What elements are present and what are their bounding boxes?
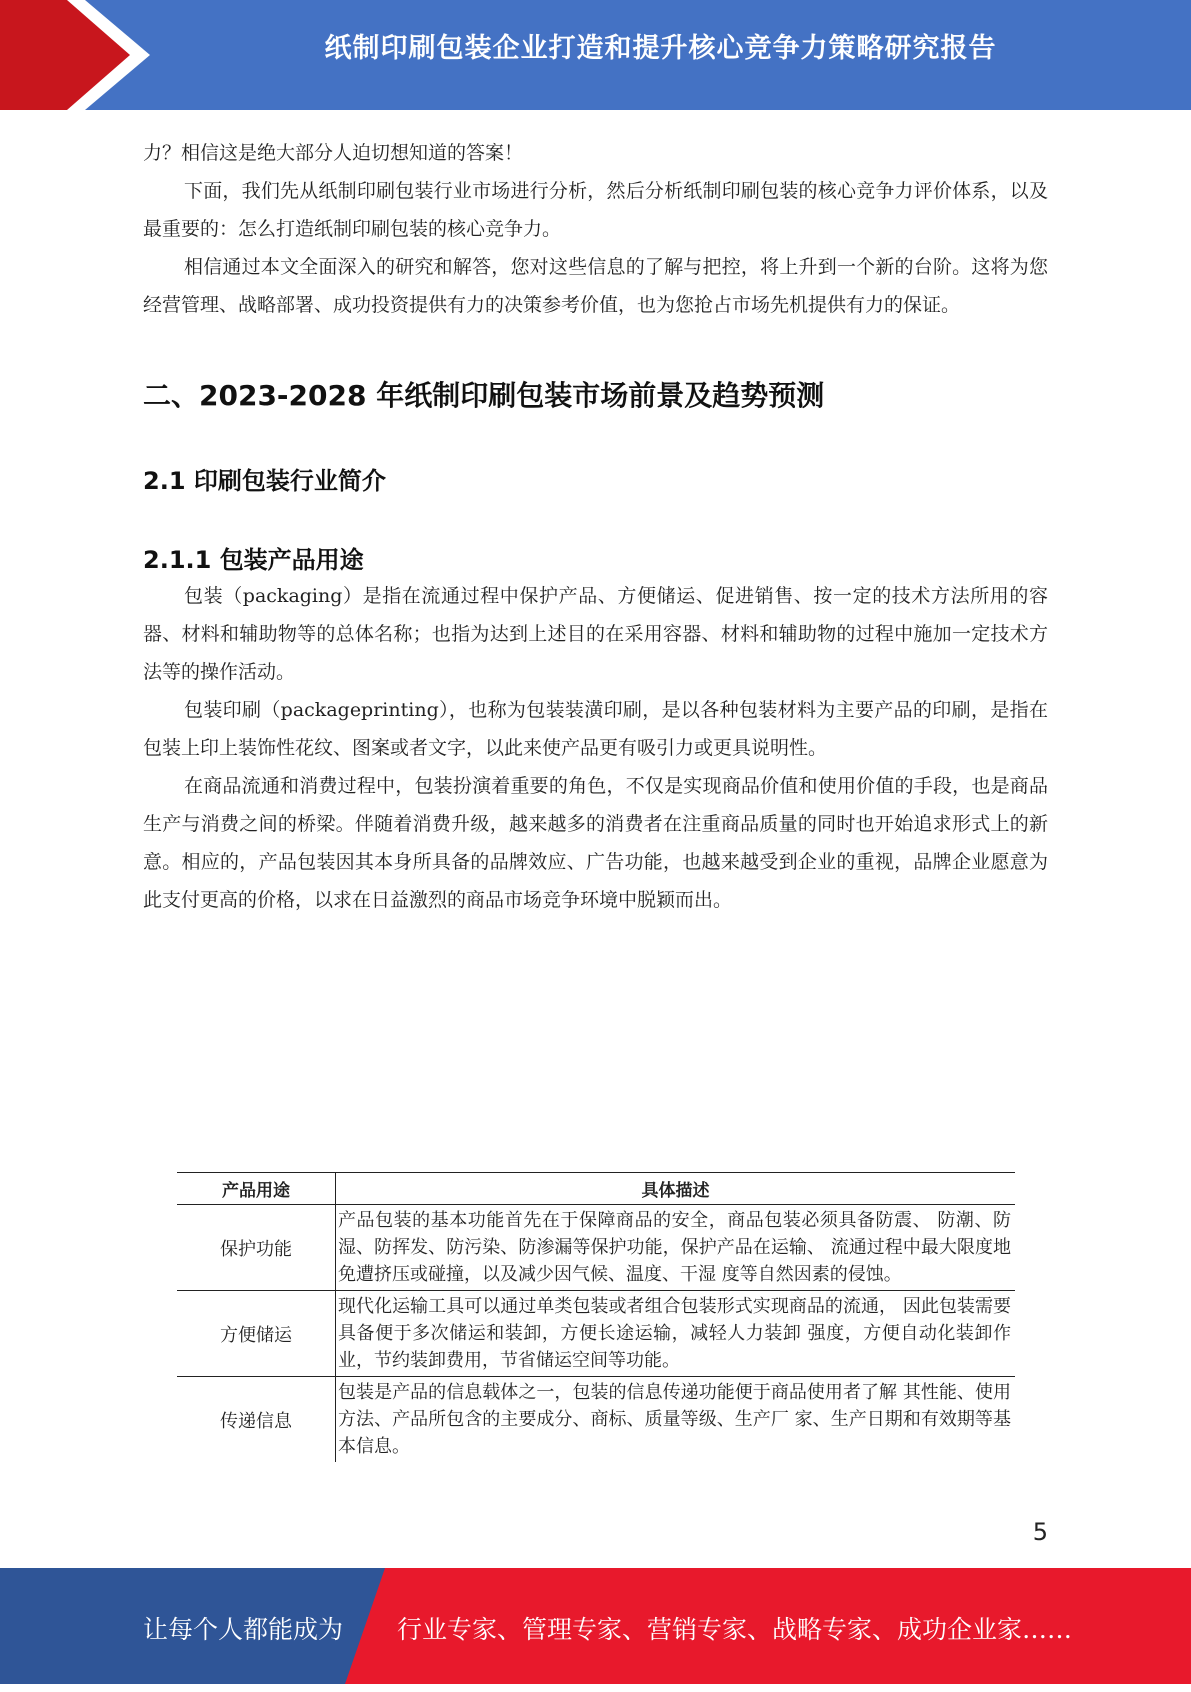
table-cell-description: 现代化运输工具可以通过单类包装或者组合包装形式实现商品的流通， 因此包装需要具备便于多次储运和装卸，方便长途运输，减轻人力装卸 强度，方便自动化装卸作业，节约装卸费用，节省储运空间等功能。 bbox=[336, 1291, 1016, 1377]
page-footer bbox=[0, 1568, 1191, 1684]
footer-slogan-right: 行业专家、管理专家、营销专家、战略专家、成功企业家…… bbox=[397, 1615, 1073, 1644]
table-cell-use: 保护功能 bbox=[177, 1205, 336, 1291]
intro-paragraph-1: 力？相信这是绝大部分人迫切想知道的答案！ bbox=[143, 142, 524, 164]
table-header-description: 具体描述 bbox=[336, 1173, 1016, 1205]
table-row bbox=[177, 1377, 1015, 1463]
table-row bbox=[177, 1291, 1015, 1377]
page-number: 5 bbox=[1032, 1518, 1048, 1546]
subsubsection-heading: 2.1.1 包装产品用途 bbox=[143, 546, 364, 574]
header-chevron-decoration bbox=[0, 0, 160, 110]
table-header-row bbox=[177, 1173, 1015, 1205]
table-row bbox=[177, 1205, 1015, 1291]
page-content bbox=[143, 134, 1048, 919]
table-cell-description: 产品包装的基本功能首先在于保障商品的安全，商品包装必须具备防震、 防潮、防湿、防挥发、防污染、防渗漏等保护功能，保护产品在运输、 流通过程中最大限度地免遭挤压或碰撞，以及减少因气候、温度、干湿 度等自然因素的侵蚀。 bbox=[336, 1205, 1016, 1291]
product-usage-table bbox=[177, 1172, 1015, 1462]
table-cell-description: 包装是产品的信息载体之一，包装的信息传递功能便于商品使用者了解 其性能、使用方法、产品所包含的主要成分、商标、质量等级、生产厂 家、生产日期和有效期等基本信息。 bbox=[338, 1382, 1011, 1457]
report-title: 纸制印刷包装企业打造和提升核心竞争力策略研究报告 bbox=[324, 33, 997, 64]
subsection-heading: 2.1 印刷包装行业简介 bbox=[143, 467, 386, 495]
intro-paragraph-2: 下面，我们先从纸制印刷包装行业市场进行分析，然后分析纸制印刷包装的核心竞争力评价体系，以及最重要的：怎么打造纸制印刷包装的核心竞争力。 bbox=[143, 180, 1048, 240]
intro-paragraph-3: 相信通过本文全面深入的研究和解答，您对这些信息的了解与把控，将上升到一个新的台阶。这将为您经营管理、战略部署、成功投资提供有力的决策参考价值，也为您抢占市场先机提供有力的保证。 bbox=[143, 256, 1048, 316]
section-heading: 二、2023-2028 年纸制印刷包装市场前景及趋势预测 bbox=[143, 379, 825, 412]
table-cell-use: 传递信息 bbox=[177, 1377, 336, 1463]
body-paragraph: 包装印刷（packageprinting），也称为包装装潢印刷，是以各种包装材料为主要产品的印刷，是指在包装上印上装饰性花纹、图案或者文字，以此来使产品更有吸引力或更具说明性。 bbox=[143, 699, 1048, 759]
body-paragraph: 包装（packaging）是指在流通过程中保护产品、方便储运、促进销售、按一定的技术方法所用的容器、材料和辅助物等的总体名称；也指为达到上述目的在采用容器、材料和辅助物的过程中施加一定技术方法等的操作活动。 bbox=[143, 585, 1048, 683]
body-paragraph: 在商品流通和消费过程中，包装扮演着重要的角色，不仅是实现商品价值和使用价值的手段，也是商品生产与消费之间的桥梁。伴随着消费升级，越来越多的消费者在注重商品质量的同时也开始追求形式上的新意。相应的，产品包装因其本身所具备的品牌效应、广告功能，也越来越受到企业的重视，品牌企业愿意为此支付更高的价格，以求在日益激烈的商品市场竞争环境中脱颖而出。 bbox=[143, 775, 1048, 911]
page-header bbox=[0, 0, 1191, 110]
footer-slogan-left: 让每个人都能成为 bbox=[143, 1615, 344, 1644]
table-header-use: 产品用途 bbox=[177, 1173, 336, 1205]
table-cell-use: 方便储运 bbox=[177, 1291, 336, 1377]
